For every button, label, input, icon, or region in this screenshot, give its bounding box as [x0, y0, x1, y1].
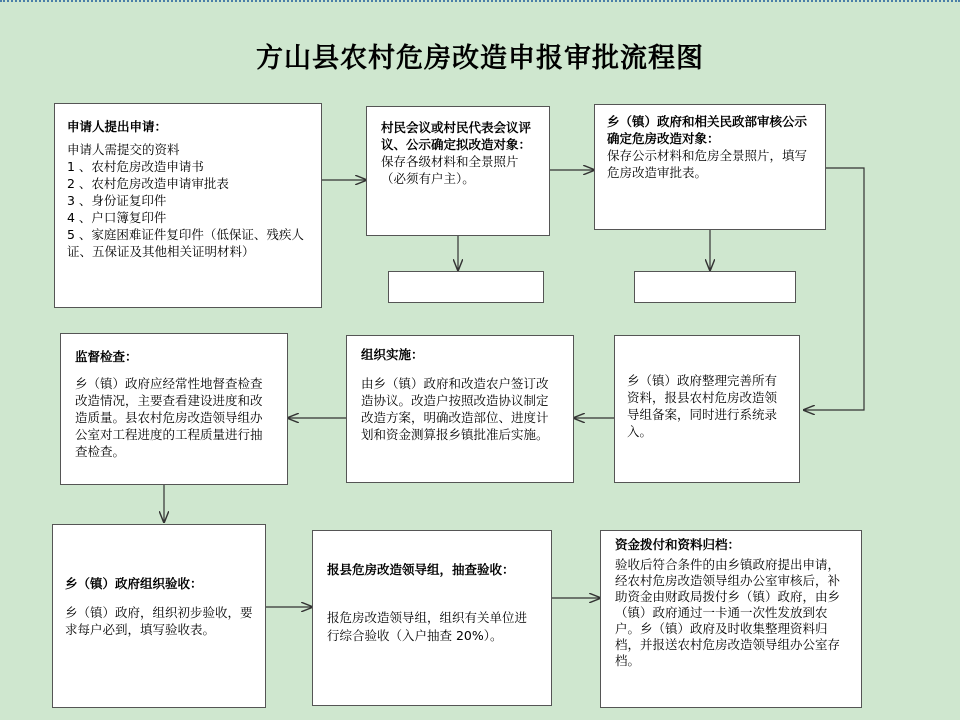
publicity-box-1 [388, 271, 544, 303]
publicity-box-2 [634, 271, 796, 303]
step-village-review-body: 保存各级材料和全景照片（必须有户主）。 [381, 154, 519, 186]
step-township-acceptance-box [52, 524, 266, 708]
step-funding-archive-heading: 资金拨付和资料归档： [615, 537, 741, 552]
step-supervision-body: 乡（镇）政府应经常性地督查检查改造情况，主要查看建设进度和改造质量。县农村危房改造领导组办公室对工程进度的工程质量进行抽查检查。 [75, 376, 263, 459]
step-apply-line: 3 、身份证复印件 [67, 193, 167, 208]
step-file-records-body: 乡（镇）政府整理完善所有资料，报县农村危房改造领导组备案，同时进行系统录入。 [627, 373, 778, 439]
step-funding-archive-box [600, 530, 862, 708]
step-township-acceptance-body: 乡（镇）政府，组织初步验收，要求每户必到，填写验收表。 [65, 605, 253, 637]
step-apply-line: 4 、户口簿复印件 [67, 210, 167, 225]
step-implementation-body: 由乡（镇）政府和改造农户签订改造协议。改造户按照改造协议制定改造方案，明确改造部位、进度计划和资金测算报乡镇批准后实施。 [361, 376, 549, 442]
step-apply-heading: 申请人提出申请： [67, 119, 168, 134]
step-township-review-heading: 乡（镇）政府和相关民政部审核公示确定危房改造对象： [607, 114, 808, 146]
step-implementation-heading: 组织实施： [361, 347, 424, 362]
step-village-review-heading: 村民会议或村民代表会议评议、公示确定拟改造对象： [381, 120, 532, 152]
step-implementation-box [346, 335, 574, 483]
step-township-review-body: 保存公示材料和危房全景照片，填写危房改造审批表。 [607, 148, 808, 180]
step-county-inspection-body: 报危房改造领导组，组织有关单位进行综合验收（入户抽查 20%）。 [327, 610, 528, 643]
step-funding-archive-body: 验收后符合条件的由乡镇政府提出申请，经农村危房改造领导组办公室审核后，补助资金由财政局拨付乡（镇）政府，由乡（镇）政府通过一卡通一次性发放到农户。乡（镇）政府及时收集整理资料归档，并报送农村危房改造领导组办公室存档。 [615, 557, 841, 668]
page-title: 方山县农村危房改造申报审批流程图 [256, 43, 704, 74]
step-supervision-box [60, 333, 288, 485]
step-village-review-box [366, 106, 550, 236]
step-file-records-box [614, 335, 800, 483]
step-apply-box [54, 103, 322, 308]
step-county-inspection-heading: 报县危房改造领导组，抽查验收： [327, 562, 515, 577]
step-apply-line: 1 、农村危房改造申请书 [67, 159, 204, 174]
step-township-acceptance-heading: 乡（镇）政府组织验收： [65, 576, 203, 591]
step-apply-line: 2 、农村危房改造申请审批表 [67, 176, 229, 191]
step-supervision-heading: 监督检查： [75, 349, 138, 364]
step-county-inspection-box [312, 530, 552, 706]
step-township-review-box [594, 104, 826, 230]
step-apply-line: 5 、家庭困难证件复印件（低保证、残疾人证、五保证及其他相关证明材料） [67, 227, 304, 259]
step-apply-line: 申请人需提交的资料 [67, 142, 180, 157]
